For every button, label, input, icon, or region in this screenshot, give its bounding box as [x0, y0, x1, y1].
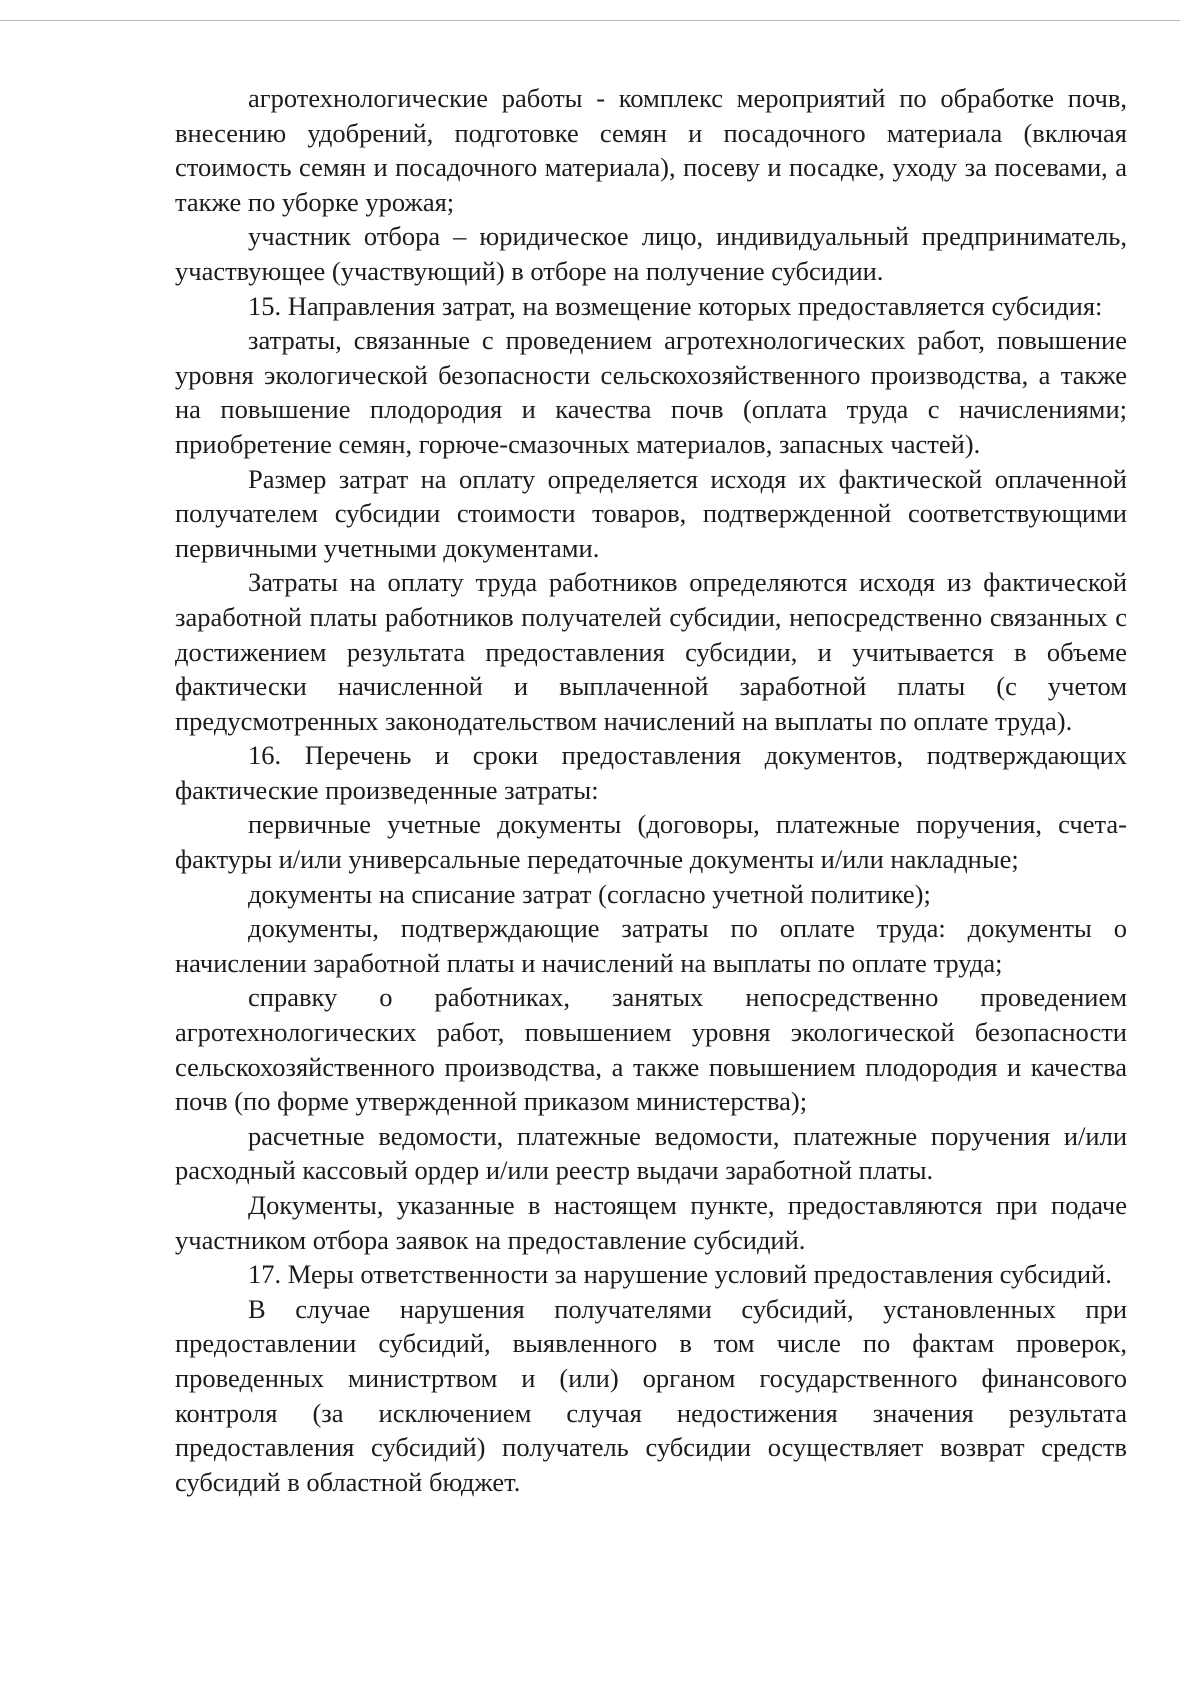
document-page [175, 81, 1127, 1499]
paragraph-labor-documents: документы, подтверждающие затраты по оплате труда: документы о начислении заработной платы и начислений на выплаты по оплате труда; [175, 913, 1127, 978]
paragraph-documents-submission: Документы, указанные в настоящем пункте, предоставляются при подаче участником отбора заявок на предоставление субсидий. [175, 1190, 1127, 1255]
paragraph-section-17-heading: 17. Меры ответственности за нарушение условий предоставления субсидий. [248, 1259, 1112, 1290]
paragraph-section-16-heading: 16. Перечень и сроки предоставления документов, подтверждающих фактические произведенные затраты: [175, 740, 1127, 805]
paragraph-workers-certificate: справку о работниках, занятых непосредственно проведением агротехнологических работ, повышением уровня экологической безопасности сельскохозяйственного производства, а также повышением плодородия и качества почв (по форме утвержденной приказом министерства); [175, 982, 1127, 1117]
paragraph-payment-costs-size: Размер затрат на оплату определяется исходя их фактической оплаченной получателем субсидии стоимости товаров, подтвержденной соответствующими первичными учетными документами. [175, 463, 1127, 563]
scan-top-edge [0, 20, 1180, 21]
paragraph-labor-costs: Затраты на оплату труда работников определяются исходя из фактической заработной платы работников получателей субсидии, непосредственно связанных с достижением результата предоставления субсидии, и учитывается в объеме фактически начисленной и выплаченной заработной платы (с учетом предусмотренных законодательством начислений на выплаты по оплате труда). [175, 567, 1127, 736]
paragraph-write-off-documents: документы на списание затрат (согласно учетной политике); [248, 878, 931, 909]
paragraph-violation-refund: В случае нарушения получателями субсидий, установленных при предоставлении субсидий, выявленного в том числе по фактам проверок, проведенных министртвом и (или) органом государственного финансового контроля (за исключением случая недостижения значения результата предоставления субсидий) получатель субсидии осуществляет возврат средств субсидий в областной бюджет. [175, 1293, 1127, 1497]
paragraph-section-15-heading: 15. Направления затрат, на возмещение которых предоставляется субсидия: [248, 290, 1103, 321]
paragraph-selection-participant-definition: участник отбора – юридическое лицо, индивидуальный предприниматель, участвующее (участвующий) в отборе на получение субсидии. [175, 221, 1127, 286]
paragraph-primary-documents: первичные учетные документы (договоры, платежные поручения, счета-фактуры и/или универсальные передаточные документы и/или накладные; [175, 809, 1127, 875]
paragraph-payroll-statements: расчетные ведомости, платежные ведомости, платежные поручения и/или расходный кассовый ордер и/или реестр выдачи заработной платы. [175, 1120, 1127, 1186]
paragraph-costs-list: затраты, связанные с проведением агротехнологических работ, повышение уровня экологической безопасности сельскохозяйственного производства, а также на повышение плодородия и качества почв (оплата труда с начислениями; приобретение семян, горюче-смазочных материалов, запасных частей). [175, 325, 1127, 459]
paragraph-agrotech-works-definition: агротехнологические работы - комплекс мероприятий по обработке почв, внесению удобрений, подготовке семян и посадочного материала (включая стоимость семян и посадочного материала), посеву и посадке, уходу за посевами, а также по уборке урожая; [175, 83, 1127, 217]
